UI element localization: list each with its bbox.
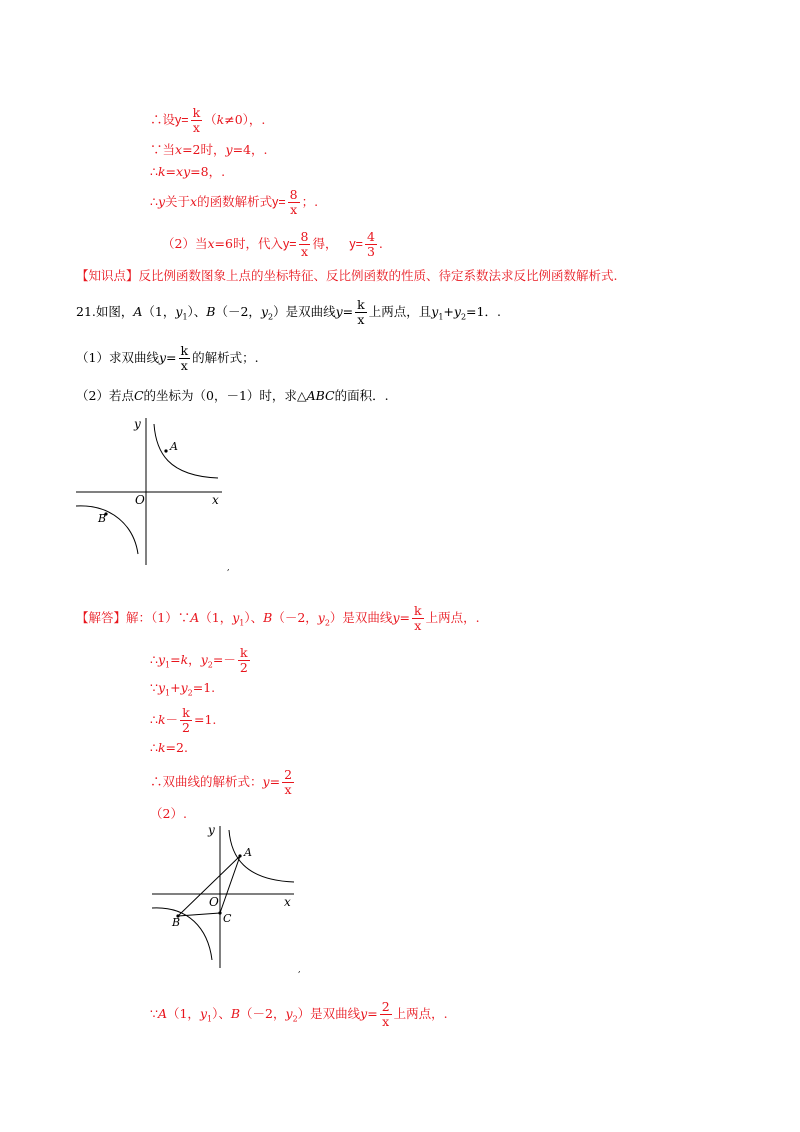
fraction: $\frac{8}{x}$ [289,187,298,217]
point-a [238,854,241,857]
fraction: $\frac{2}{x}$ [381,999,390,1029]
solution-line-set: ∴设y= $\frac{k}{x}$ （k≠0），. [150,105,266,135]
problem-21-question-1: （1）求双曲线y= $\frac{k}{x}$ 的解析式；. [76,343,259,373]
origin-label: O [135,493,145,507]
fraction: $\frac{k}{2}$ [182,705,190,735]
point-a-label: A [244,846,252,859]
solution-line-part2: （2）当x=6时，代入y= $\frac{8}{x}$ 得， y= $\frac{4}{3}$ . [162,229,383,259]
answer-step-3: ∴k－ $\frac{k}{2}$ =1. [150,705,217,735]
y-axis-label: y [208,823,215,837]
solution-line-when: ∵当x=2时，y=4，. [150,142,268,157]
solution-line-expression: ∴y关于x的函数解析式y= $\frac{8}{x}$ ；. [150,187,319,217]
fraction: $\frac{2}{x}$ [284,767,293,797]
x-axis-label: x [212,493,219,507]
answer-line-1: 【解答】解：（1）∵A（1，$y_1$）、B（－2，$y_2$）是双曲线y= $\frac{k}{x}$ 上两点，. [76,603,480,633]
answer-step-1: $\therefore y_1=k$，$y_2=-$ $\frac{k}{2}$ [150,645,248,675]
point-a-label: A [170,440,178,453]
origin-label: O [209,895,219,909]
x-axis-label: x [284,895,291,909]
fraction: $\frac{k}{x}$ [192,105,201,135]
point-b-label: B [172,916,181,929]
answer-step-5: ∴双曲线的解析式：y= $\frac{2}{x}$ [150,767,293,797]
knowledge-tag: 【知识点】 [76,268,139,283]
stray-mark: , [227,563,230,572]
fraction: $\frac{4}{3}$ [366,229,375,259]
answer-last-line: ∵A（1，$y_1$）、B（－2，$y_2$）是双曲线y= $\frac{2}{x}$ 上两点，. [150,999,448,1029]
problem-21-statement: 21.如图，A（1，$y_1$）、B（－2，$y_2$）是双曲线y= $\frac{k}{x}$ 上两点，且$y_1+y_2=1$．. [76,297,501,327]
stray-mark: , [298,965,301,974]
fraction: $\frac{k}{x}$ [180,343,189,373]
problem-21-question-2: （2）若点C的坐标为（0，－1）时，求△ABC的面积．. [76,388,389,403]
figure-hyperbola-1 [72,410,242,575]
fraction: $\frac{8}{x}$ [300,229,309,259]
point-b-label: B [98,512,107,525]
y-axis-label: y [134,417,141,431]
segment-ac [220,856,240,913]
point-c-label: C [223,912,232,925]
answer-part-2: （2）. [150,806,187,821]
fraction: $\frac{k}{x}$ [357,297,365,327]
fraction: $\frac{k}{x}$ [413,603,422,633]
point-a [164,449,167,452]
point-c [218,911,221,914]
answer-tag: 【解答】 [76,610,127,625]
solution-line-k: ∴k=xy=8，. [150,164,226,179]
answer-step-2: $\because y_1+y_2=1$. [150,680,216,698]
hyperbola-branch-1 [154,424,218,478]
fraction: $\frac{k}{2}$ [239,645,248,675]
answer-step-4: ∴k=2. [150,740,188,755]
knowledge-point: 【知识点】反比例函数图象上点的坐标特征、反比例函数的性质、待定系数法求反比例函数解析式. [76,268,618,283]
figure-hyperbola-2 [148,818,313,978]
